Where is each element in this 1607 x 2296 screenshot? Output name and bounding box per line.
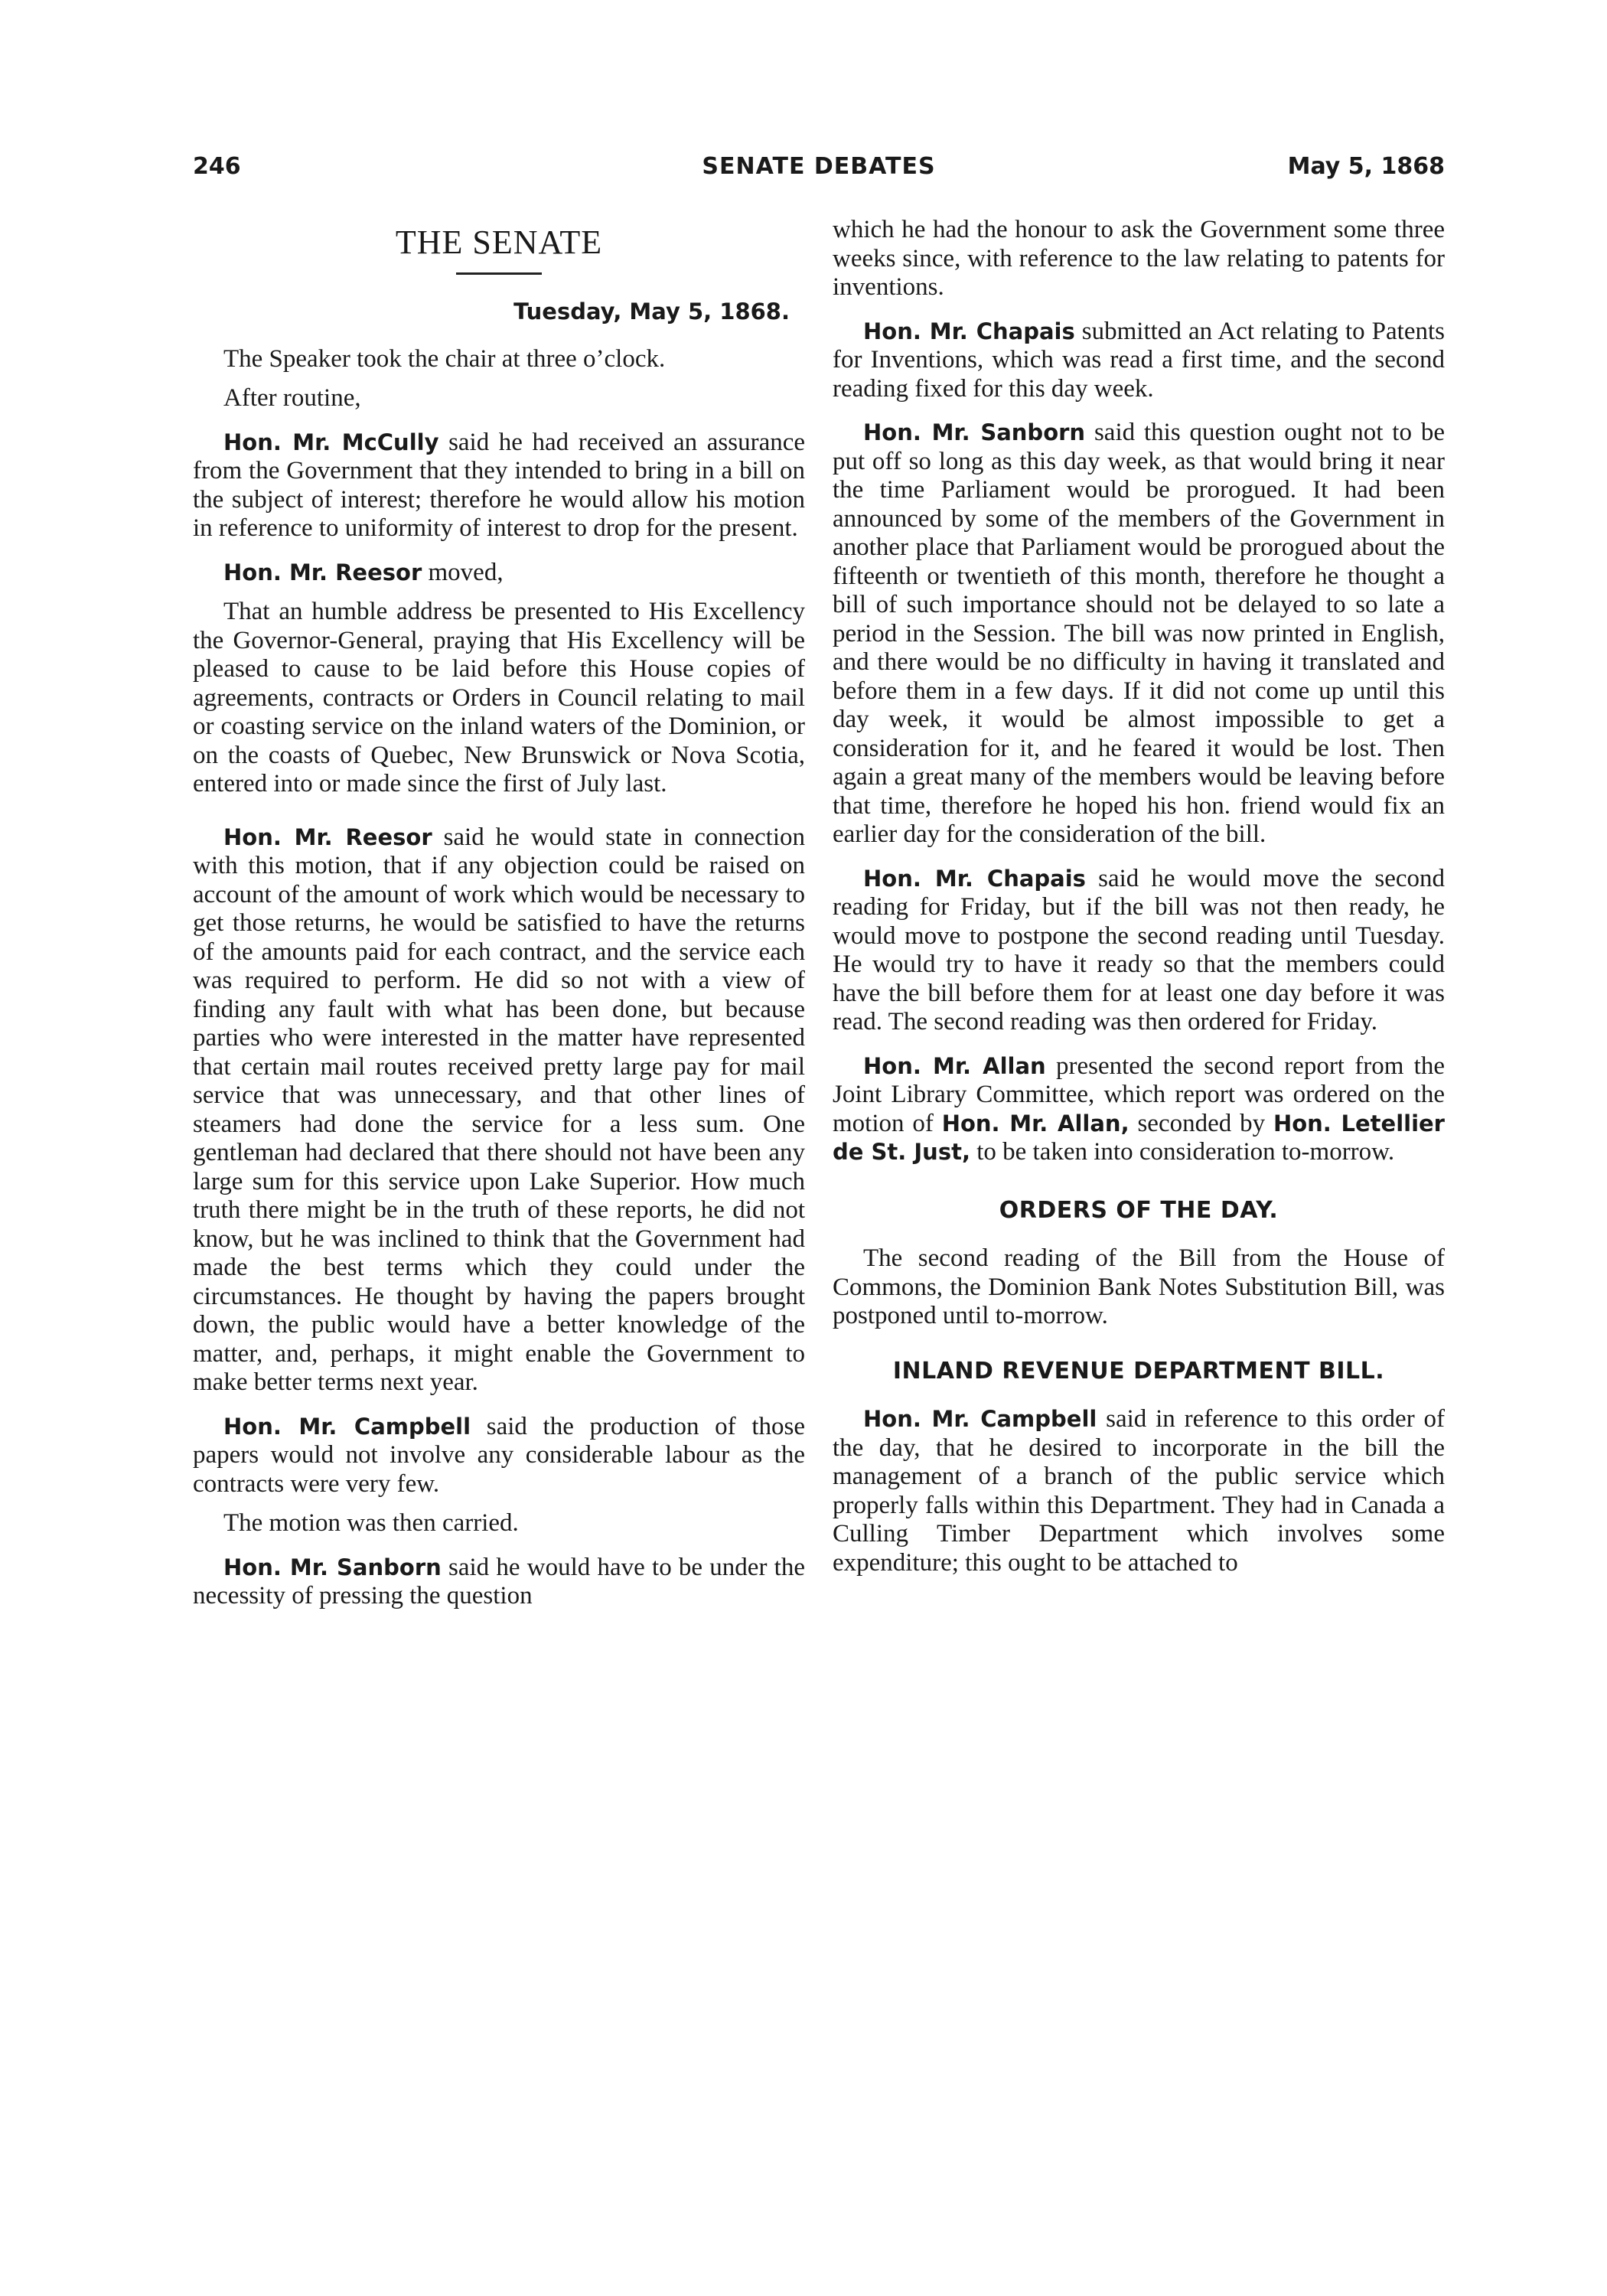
- paragraph: Hon. Mr. Reesor said he would state in connection with this motion, that if any objection could be raised on account of the amount of work which would be necessary to get those returns, he would be satisfied to have the returns of the amounts paid for each contract, and the service each was required to perform. He did so not with a view of finding any fault with what has been done, but because parties who were interested in the matter have represented that certain mail routes received pretty large pay for mail service that was unnecessary, and that other lines of steamers had done the service for a less sum. One gentleman had declared that there should not have been any large sum for this service upon Lake Superior. How much truth there might be in the truth of these reports, he did not know, but he was inclined to think that the Government had made the best terms which they could under the circumstances. He thought by having the papers brought down, the public would have a better knowledge of the matter, and, perhaps, it might enable the Government to make better terms next year.: [193, 823, 805, 1396]
- speaker-name: Hon. Mr. Sanborn: [223, 1554, 442, 1580]
- speaker-name: Hon. Mr. Campbell: [863, 1406, 1097, 1432]
- section-heading-bill: INLAND REVENUE DEPARTMENT BILL.: [892, 1357, 1385, 1384]
- paragraph: The second reading of the Bill from the House of Commons, the Dominion Bank Notes Substitution Bill, was postponed until to-morrow.: [833, 1244, 1445, 1329]
- paragraph: After routine,: [223, 384, 361, 412]
- chamber-heading: THE SENATE: [395, 223, 603, 261]
- motion-text: That an humble address be presented to His Excellency the Governor-General, praying that His Excellency will be pleased to cause to be laid before this House copies of agreements, contracts or Orders in Council relating to mail or coasting service on the inland waters of the Dominion, or on the coasts of Quebec, New Brunswick or Nova Scotia, entered into or made since the first of July last.: [193, 598, 805, 797]
- seconder-name: Hon. Letellier de St. Just,: [833, 1110, 1445, 1165]
- speaker-name: Hon. Mr. Reesor: [223, 559, 422, 585]
- speaker-name: Hon. Mr. Chapais: [863, 318, 1075, 344]
- sitting-date: Tuesday, May 5, 1868.: [513, 298, 790, 325]
- paragraph: which he had the honour to ask the Government some three weeks since, with reference to the law relating to patents for inventions.: [833, 216, 1445, 301]
- paragraph: The motion was then carried.: [223, 1509, 519, 1537]
- paragraph: Hon. Mr. McCully said he had received an assurance from the Government that they intended to bring in a bill on the subject of interest; therefore he would allow his motion in reference to uniformity of interest to drop for the present.: [193, 428, 806, 542]
- paragraph: Hon. Mr. Campbell said in reference to this order of the day, that he desired to incorporate in the bill the management of a branch of the public service which properly falls within this Department. They had in Canada a Culling Timber Department which involves some expenditure; this ought to be attached to: [833, 1405, 1445, 1577]
- page-header: [193, 153, 1445, 190]
- heading-rule: [456, 272, 542, 275]
- header-date: May 5, 1868: [1287, 153, 1445, 180]
- speaker-name: Hon. Mr. Chapais: [863, 865, 1086, 892]
- speaker-name: Hon. Mr. McCully: [223, 429, 439, 455]
- section-heading-orders: ORDERS OF THE DAY.: [999, 1196, 1279, 1224]
- paragraph: Hon. Mr. Reesor moved,: [223, 558, 504, 586]
- paragraph: Hon. Mr. Sanborn said this question ought not to be put off so long as this day week, as that would bring it near the time Parliament would be prorogued. It had been announced by some of the members of the Government in another place that Parliament would be prorogued about the fifteenth or twentieth of this month, therefore he thought a bill of such importance should not be delayed to so late a period in the Session. The bill was now printed in English, and there would be no difficulty in having it translated and before them in a few days. If it did not come up until this day week, it would be almost impossible to get a consideration for it, and he feared it would be lost. Then again a great many of the members would be leaving before that time, therefore he hoped his hon. friend would fix an earlier day for the consideration of the bill.: [833, 419, 1445, 848]
- speaker-name: Hon. Mr. Sanborn: [863, 419, 1086, 445]
- left-column: [193, 216, 805, 1626]
- paragraph: Hon. Mr. Sanborn said he would have to be under the necessity of pressing the question: [193, 1553, 805, 1609]
- speaker-name: Hon. Mr. Allan: [863, 1052, 1046, 1079]
- speaker-name: Hon. Mr. Campbell: [223, 1413, 471, 1440]
- paragraph: Hon. Mr. Chapais said he would move the second reading for Friday, but if the bill was not then ready, he would move to postpone the second reading until Tuesday. He would try to have it ready so that the members could have the bill before them for at least one day before it was read. The second reading was then ordered for Friday.: [833, 864, 1445, 1035]
- paragraph: Hon. Mr. Allan presented the second report from the Joint Library Committee, which report was ordered on the motion of Hon. Mr. Allan, seconded by Hon. Letellier de St. Just, to be taken into consideration to-morrow.: [833, 1052, 1445, 1166]
- paragraph: Hon. Mr. Chapais submitted an Act relating to Patents for Inventions, which was read a first time, and the second reading fixed for this day week.: [833, 317, 1445, 403]
- paragraph: Hon. Mr. Campbell said the production of those papers would not involve any considerable labour as the contracts were very few.: [193, 1412, 805, 1498]
- mover-name: Hon. Mr. Allan,: [941, 1110, 1129, 1137]
- page-number: 246: [193, 153, 241, 180]
- right-column: [833, 216, 1445, 1593]
- speaker-name: Hon. Mr. Reesor: [223, 823, 432, 850]
- paragraph: The Speaker took the chair at three o’clock.: [223, 344, 666, 373]
- running-title: SENATE DEBATES: [702, 153, 936, 180]
